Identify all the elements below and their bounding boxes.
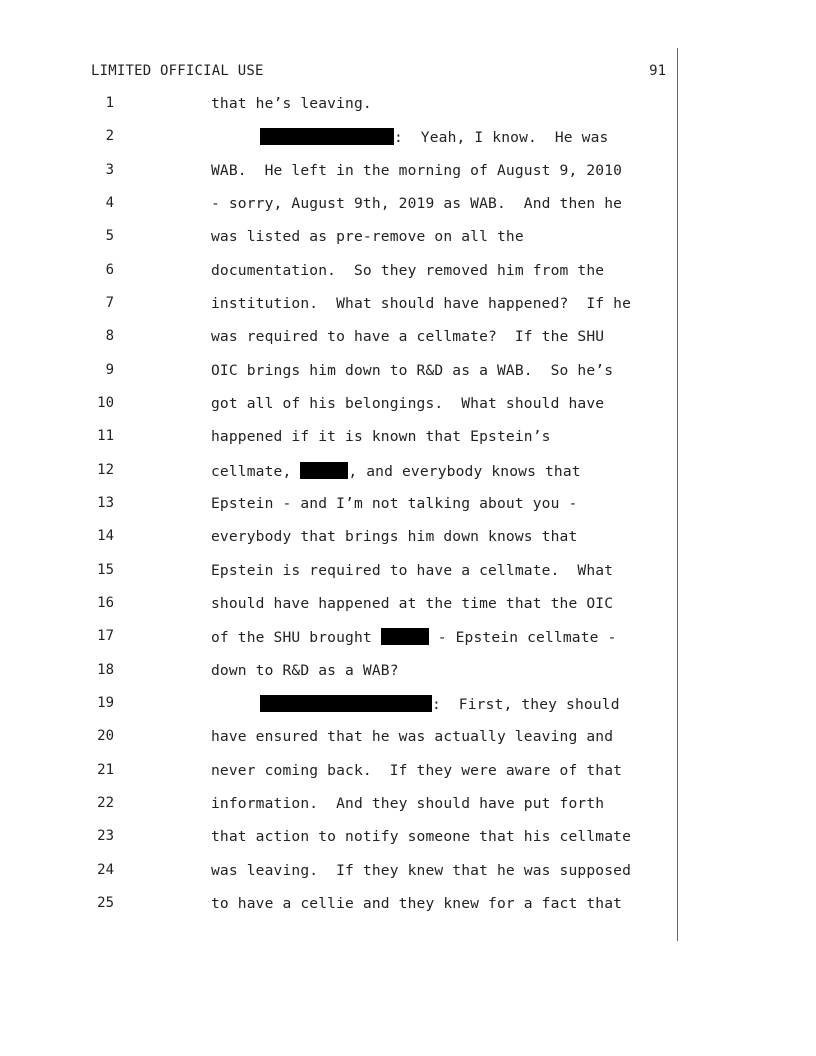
transcript-line	[0, 328, 816, 348]
transcript-line	[0, 128, 816, 148]
transcript-line	[0, 528, 816, 548]
line-text: never coming back. If they were aware of that	[211, 762, 623, 779]
transcript-line	[0, 228, 816, 248]
transcript-line	[0, 628, 816, 648]
line-text: information. And they should have put forth	[211, 795, 605, 812]
transcript-line	[0, 828, 816, 848]
line-text: : Yeah, I know. He was	[394, 129, 609, 146]
line-text: was required to have a cellmate? If the SHU	[211, 328, 605, 345]
line-number: 11	[97, 428, 114, 444]
transcript-line	[0, 728, 816, 748]
transcript-line	[0, 662, 816, 682]
line-text: of the SHU brought	[211, 629, 381, 646]
line-text: Epstein - and I’m not talking about you -	[211, 495, 578, 512]
line-text: was listed as pre-remove on all the	[211, 228, 524, 245]
line-number: 2	[105, 128, 114, 144]
classification-header: LIMITED OFFICIAL USE	[91, 63, 264, 79]
line-text: - Epstein cellmate -	[428, 629, 617, 646]
line-number: 17	[97, 628, 114, 644]
transcript-line	[0, 762, 816, 782]
line-number: 7	[105, 295, 114, 311]
transcript-line	[0, 295, 816, 315]
line-number: 13	[97, 495, 114, 511]
page-number: 91	[649, 63, 666, 79]
transcript-line	[0, 695, 816, 715]
line-text: happened if it is known that Epstein’s	[211, 428, 551, 445]
line-number: 5	[105, 228, 114, 244]
redaction-box	[260, 128, 394, 145]
line-number: 10	[97, 395, 114, 411]
transcript-line	[0, 562, 816, 582]
line-text: was leaving. If they knew that he was supposed	[211, 862, 632, 879]
line-number: 23	[97, 828, 114, 844]
line-text: everybody that brings him down knows that	[211, 528, 578, 545]
speaker-line	[260, 128, 608, 146]
transcript-line	[0, 95, 816, 115]
line-number: 14	[97, 528, 114, 544]
transcript-line	[0, 195, 816, 215]
redacted-line	[211, 628, 616, 646]
line-text: that action to notify someone that his cellmate	[211, 828, 632, 845]
line-text: OIC brings him down to R&D as a WAB. So he’s	[211, 362, 614, 379]
transcript-line	[0, 395, 816, 415]
transcript-line	[0, 895, 816, 915]
line-text: that he’s leaving.	[211, 95, 372, 112]
redaction-box	[300, 462, 348, 479]
line-text: Epstein is required to have a cellmate. What	[211, 562, 614, 579]
transcript-line	[0, 495, 816, 515]
line-number: 12	[97, 462, 114, 478]
line-text: , and everybody knows that	[348, 463, 581, 480]
transcript-line	[0, 462, 816, 482]
line-text: documentation. So they removed him from the	[211, 262, 605, 279]
line-text: got all of his belongings. What should have	[211, 395, 605, 412]
redaction-box	[260, 695, 432, 712]
line-number: 1	[105, 95, 114, 111]
line-number: 20	[97, 728, 114, 744]
line-text: : First, they should	[432, 696, 620, 713]
line-number: 6	[105, 262, 114, 278]
line-number: 8	[105, 328, 114, 344]
transcript-line	[0, 428, 816, 448]
line-number: 18	[97, 662, 114, 678]
line-number: 24	[97, 862, 114, 878]
line-number: 9	[105, 362, 114, 378]
line-number: 4	[105, 195, 114, 211]
line-text: WAB. He left in the morning of August 9, 2010	[211, 162, 623, 179]
redaction-box	[381, 628, 429, 645]
line-number: 25	[97, 895, 114, 911]
transcript-line	[0, 795, 816, 815]
speaker-line	[260, 695, 620, 713]
line-text: have ensured that he was actually leaving and	[211, 728, 614, 745]
line-number: 15	[97, 562, 114, 578]
line-text: should have happened at the time that the OIC	[211, 595, 614, 612]
line-text: institution. What should have happened? If he	[211, 295, 632, 312]
line-number: 16	[97, 595, 114, 611]
transcript-line	[0, 162, 816, 182]
transcript-line	[0, 862, 816, 882]
transcript-line	[0, 362, 816, 382]
transcript-line	[0, 595, 816, 615]
redacted-line	[211, 462, 581, 480]
line-number: 19	[97, 695, 114, 711]
line-number: 21	[97, 762, 114, 778]
line-number: 22	[97, 795, 114, 811]
line-text: to have a cellie and they knew for a fact that	[211, 895, 623, 912]
line-text: down to R&D as a WAB?	[211, 662, 399, 679]
transcript-line	[0, 262, 816, 282]
line-text: - sorry, August 9th, 2019 as WAB. And then he	[211, 195, 623, 212]
line-number: 3	[105, 162, 114, 178]
line-text: cellmate,	[211, 463, 301, 480]
